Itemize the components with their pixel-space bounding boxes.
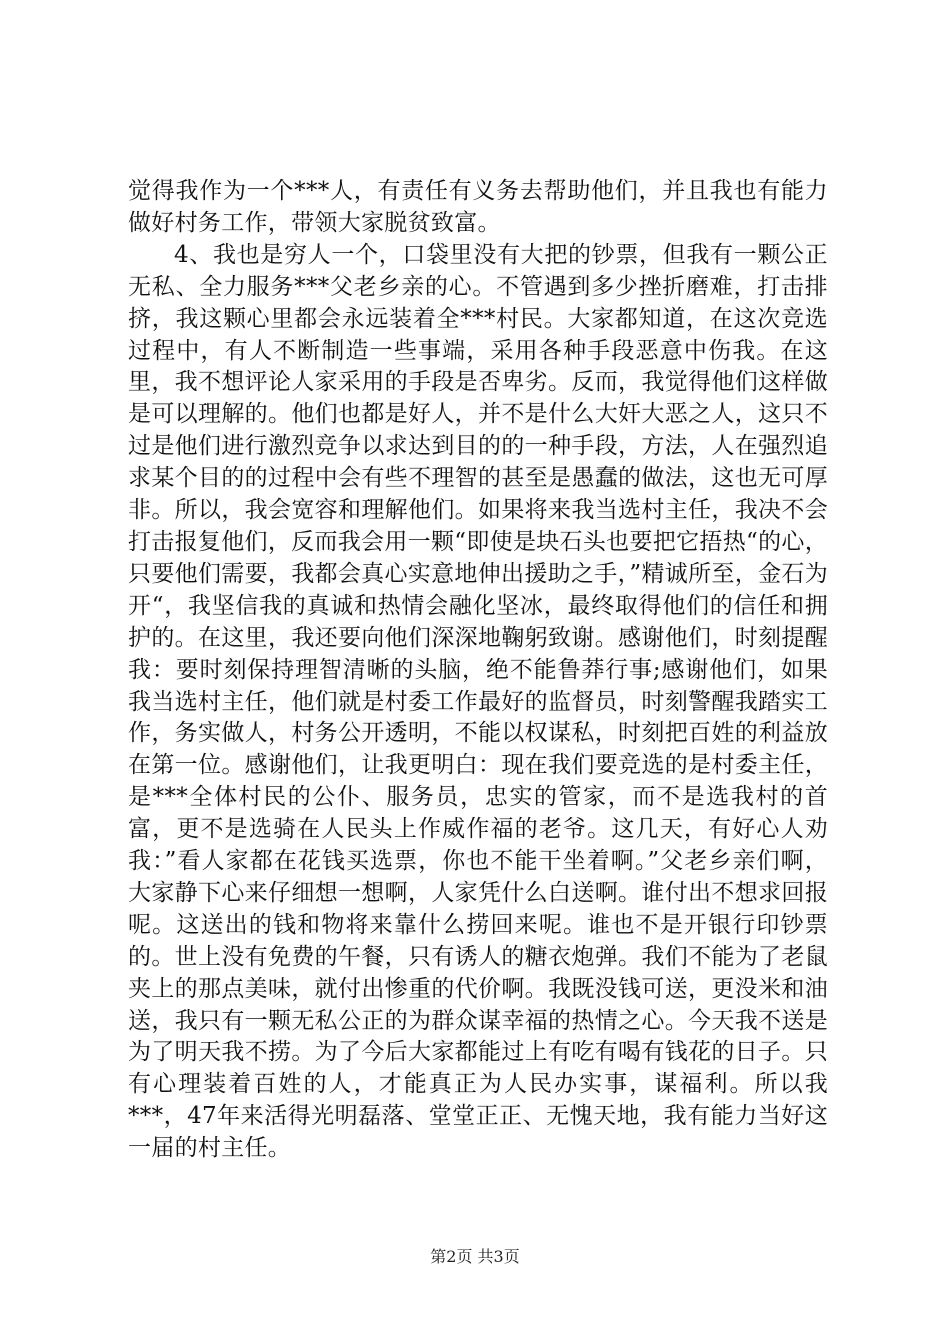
document-body	[128, 176, 828, 1165]
paragraph-continuation: 觉得我作为一个***人，有责任有义务去帮助他们，并且我也有能力做好村务工作，带领大家脱贫致富。	[128, 178, 828, 236]
page-number-footer: 第2页 共3页	[430, 1247, 520, 1266]
paragraph-point-4: 4、我也是穷人一个，口袋里没有大把的钞票，但我有一颗公正无私、全力服务***父老乡亲的心。不管遇到多少挫折磨难，打击排挤，我这颗心里都会永远装着全***村民。大家都知道，在这次竞选过程中，有人不断制造一些事端，采用各种手段恶意中伤我。在这里，我不想评论人家采用的手段是否卑劣。反而，我觉得他们这样做是可以理解的。他们也都是好人，并不是什么大奸大恶之人，这只不过是他们进行激烈竞争以求达到目的的一种手段，方法，人在强烈追求某个目的的过程中会有些不理智的甚至是愚蠢的做法，这也无可厚非。所以，我会宽容和理解他们。如果将来我当选村主任，我决不会打击报复他们，反而我会用一颗“即使是块石头也要把它捂热“的心，只要他们需要，我都会真心实意地伸出援助之手，”精诚所至，金石为开“，我坚信我的真诚和热情会融化坚冰，最终取得他们的信任和拥护的。在这里，我还要向他们深深地鞠躬致谢。感谢他们，时刻提醒我：要时刻保持理智清晰的头脑，绝不能鲁莽行事;感谢他们，如果我当选村主任，他们就是村委工作最好的监督员，时刻警醒我踏实工作，务实做人，村务公开透明，不能以权谋私，时刻把百姓的利益放在第一位。感谢他们，让我更明白：现在我们要竞选的是村委主任，是***全体村民的公仆、服务员，忠实的管家，而不是选我村的首富，更不是选骑在人民头上作威作福的老爷。这几天，有好心人劝我：”看人家都在花钱买选票，你也不能干坐着啊。”父老乡亲们啊，大家静下心来仔细想一想啊，人家凭什么白送啊。谁付出不想求回报呢。这送出的钱和物将来靠什么捞回来呢。谁也不是开银行印钞票的。世上没有免费的午餐，只有诱人的糖衣炮弹。我们不能为了老鼠夹上的那点美味，就付出惨重的代价啊。我既没钱可送，更没米和油送，我只有一颗无私公正的为群众谋幸福的热情之心。今天我不送是为了明天我不捞。为了今后大家都能过上有吃有喝有钱花的日子。只有心理装着百姓的人，才能真正为人民办实事，谋福利。所以我***，47年来活得光明磊落、堂堂正正、无愧天地，我有能力当好这一届的村主任。	[128, 241, 828, 1162]
